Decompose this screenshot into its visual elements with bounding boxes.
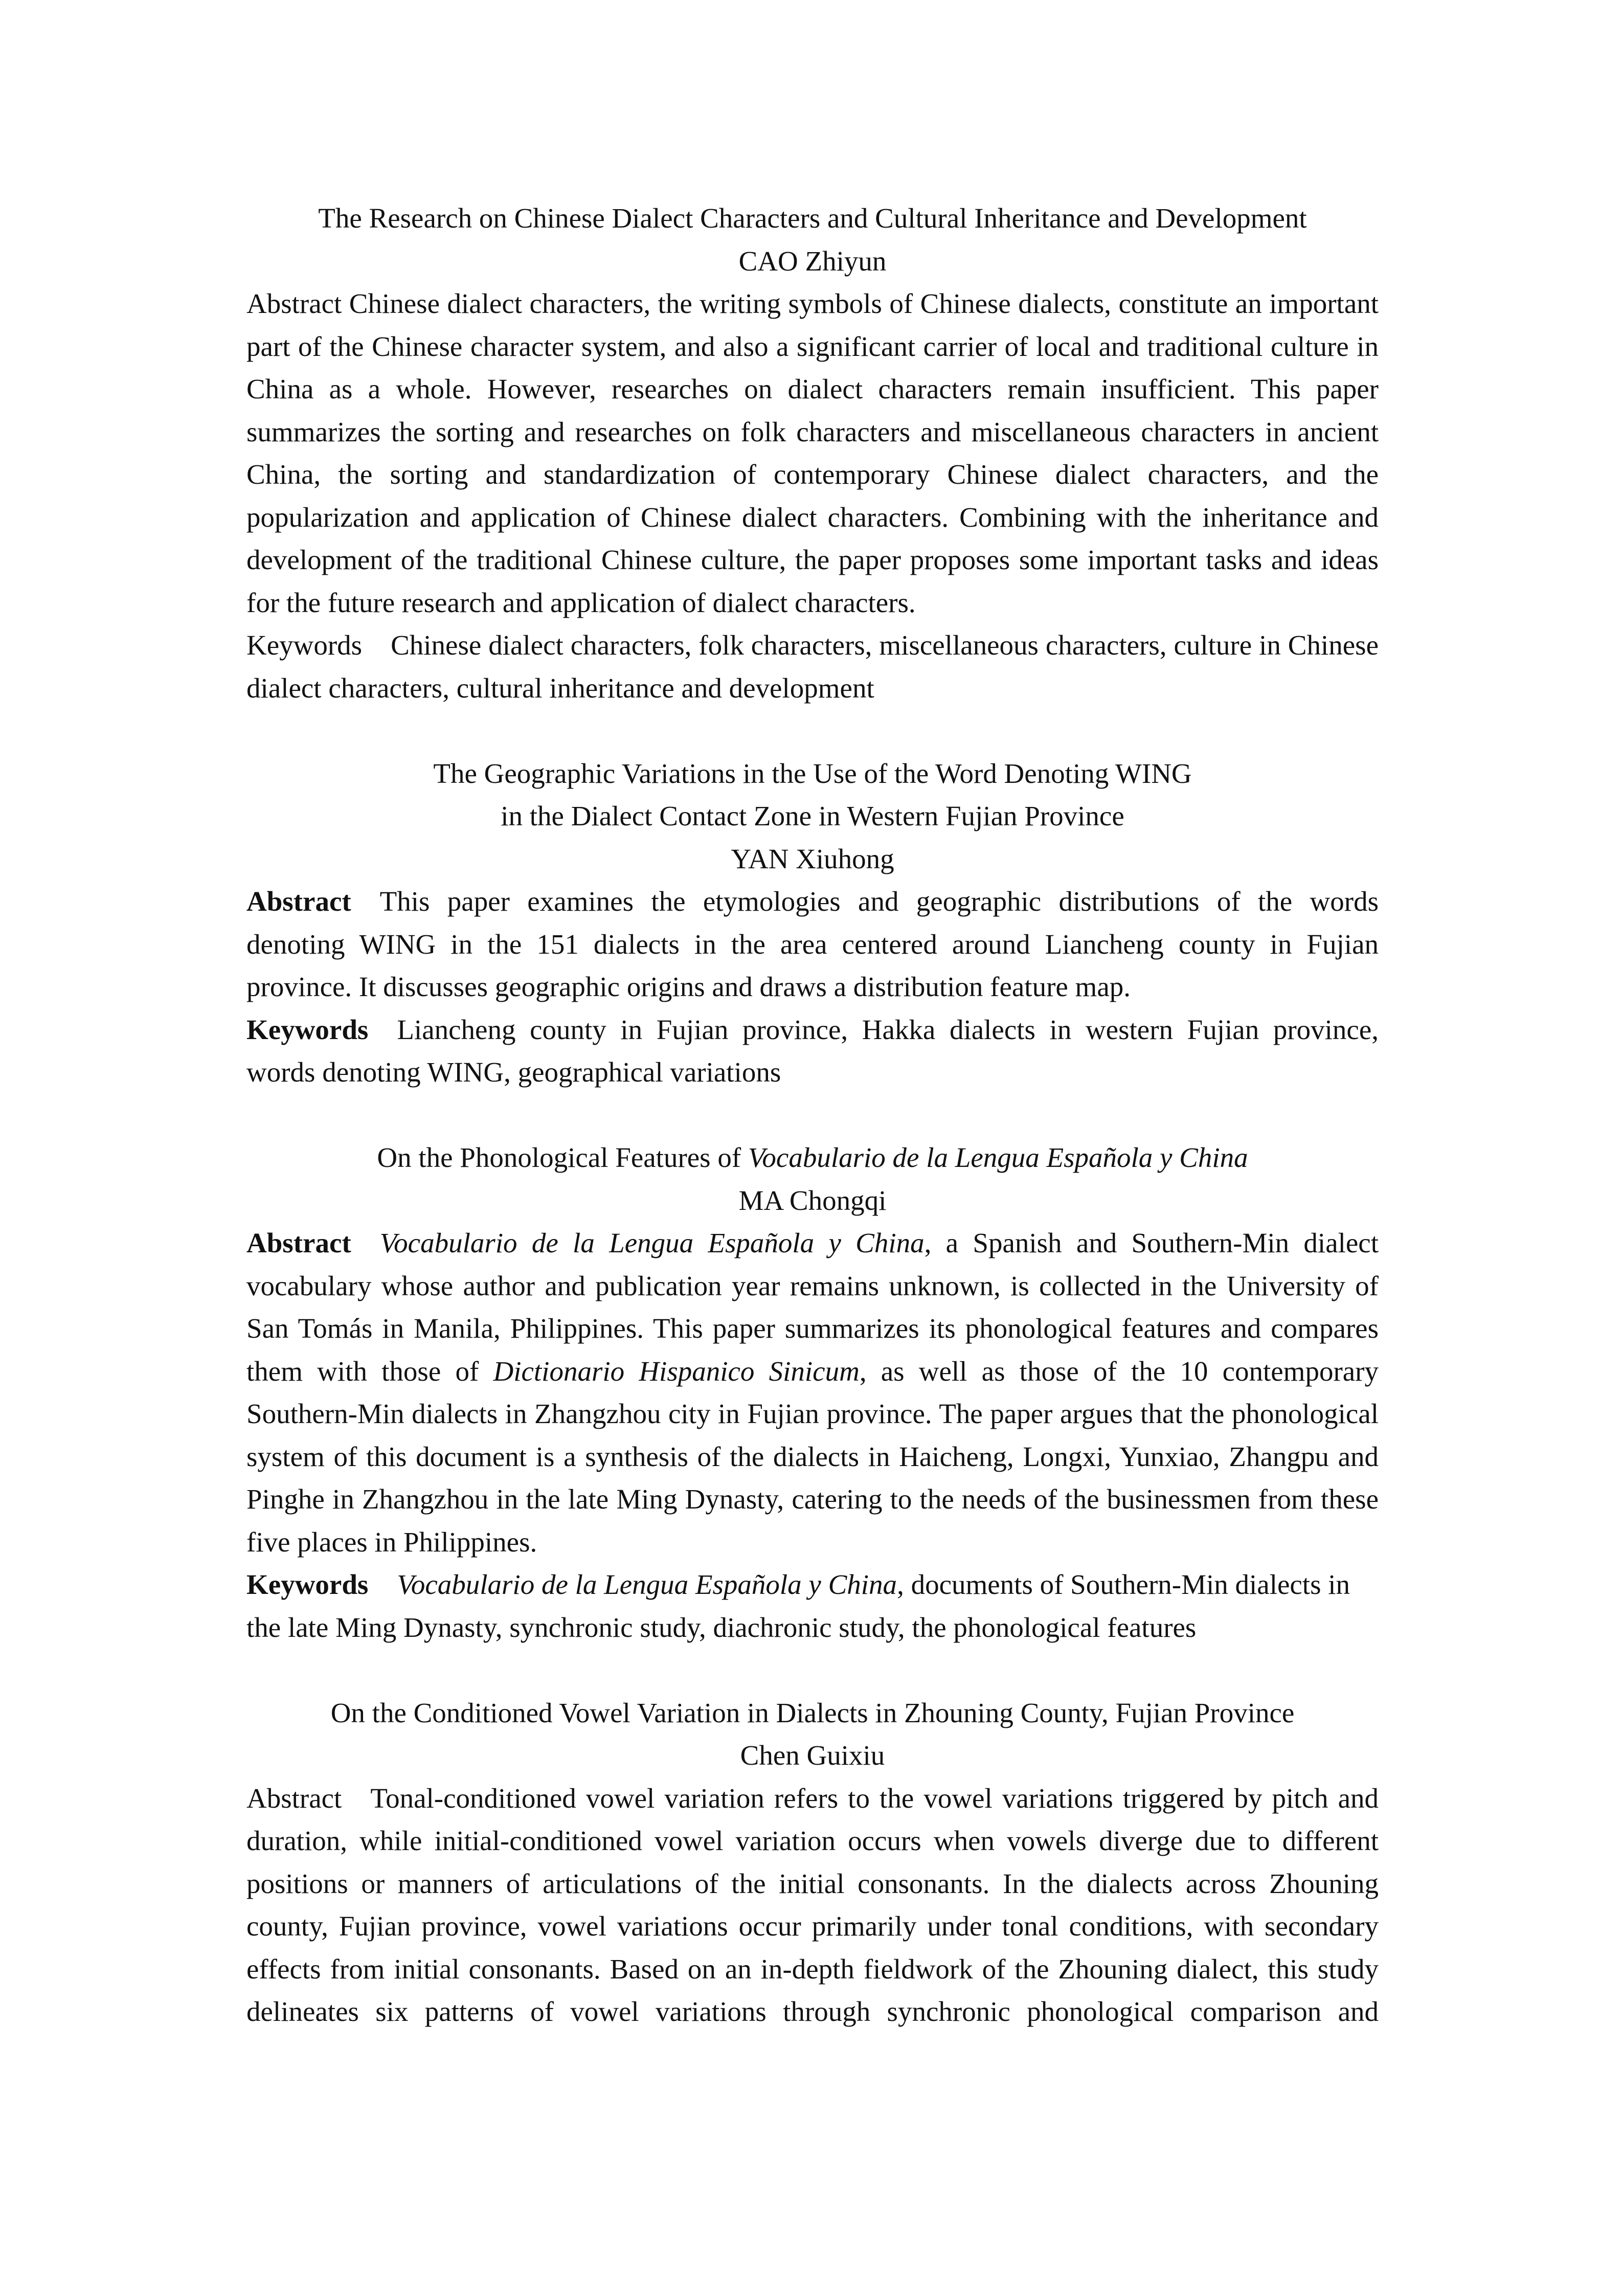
article-author: Chen Guixiu (740, 1740, 885, 1771)
abstract-label: Abstract (246, 1782, 342, 1814)
abstract-text: This paper examines the etymologies and geographic distributions of the words denoting WING in the 151 dialects in the area centered around Liancheng county in Fujian province. It discusses geographic origins and draws a distribution feature map. (246, 886, 1379, 1002)
abstract-paragraph (246, 880, 1379, 1008)
title-prefix: On the Phonological Features of (377, 1142, 748, 1173)
keywords-paragraph (246, 1008, 1379, 1094)
abstract-paragraph (246, 1777, 1379, 2033)
abstract-text: Tonal-conditioned vowel variation refers to the vowel variations triggered by pitch and duration, while initial-conditioned vowel variation occurs when vowels diverge due to different positions or manners of articulations of the initial consonants. In the dialects across Zhouning county, Fujian province, vowel variations occur primarily under tonal conditions, with secondary effects from initial consonants. Based on an in-depth fieldwork of the Zhouning dialect, this study delineates six patterns of vowel variations through synchronic phonological comparison and (246, 1782, 1379, 2027)
keywords-text: Chinese dialect characters, folk characters, miscellaneous characters, culture in Chinese dialect characters, cultural inheritance and development (246, 629, 1379, 704)
section-gap (246, 1649, 1379, 1692)
abstract-text-1: , a Spanish and Southern-Min dialect vocabulary whose author and publication year remains unknown, is collected in the University of San Tomás in Manila, Philippines. This paper summarizes its phonological features and compares them with those of (246, 1227, 1379, 1387)
abstract-text-2: , as well as those of the 10 contemporary Southern-Min dialects in Zhangzhou city in Fujian province. The paper argues that the phonological system of this document is a synthesis of the dialects in Haicheng, Longxi, Yunxiao, Zhangpu and Pinghe in Zhangzhou in the late Ming Dynasty, catering to the needs of the businessmen from these five places in Philippines. (246, 1355, 1379, 1558)
abstract-label: Abstract (246, 1227, 351, 1258)
keywords-label: Keywords (246, 629, 363, 661)
article-2 (246, 752, 1379, 1094)
article-title: The Research on Chinese Dialect Characters and Cultural Inheritance and Development (318, 202, 1307, 234)
section-gap (246, 1094, 1379, 1137)
abstract-label: Abstract (246, 288, 342, 319)
abstract-text: Chinese dialect characters, the writing symbols of Chinese dialects, constitute an important part of the Chinese character system, and also a significant carrier of local and traditional culture in China as a whole. However, researches on dialect characters remain insufficient. This paper summarizes the sorting and researches on folk characters and miscellaneous characters in ancient China, the sorting and standardization of contemporary Chinese dialect characters, and the popularization and application of Chinese dialect characters. Combining with the inheritance and development of the traditional Chinese culture, the paper proposes some important tasks and ideas for the future research and application of dialect characters. (246, 288, 1379, 618)
article-4 (246, 1692, 1379, 2033)
article-title (246, 1136, 1379, 1179)
article-title-line-1: The Geographic Variations in the Use of the Word Denoting WING (433, 757, 1192, 789)
abstract-paragraph (246, 282, 1379, 624)
keywords-paragraph (246, 1563, 1379, 1649)
article-1 (246, 197, 1379, 709)
keywords-text-2: the late Ming Dynasty, synchronic study, diachronic study, the phonological features (246, 1611, 1197, 1643)
keywords-label: Keywords (246, 1569, 369, 1600)
title-italic-work: Vocabulario de la Lengua Española y China (748, 1142, 1248, 1173)
abstract-label: Abstract (246, 886, 351, 917)
document-page (246, 197, 1379, 2033)
article-author: YAN Xiuhong (731, 843, 894, 874)
article-title-line-2: in the Dialect Contact Zone in Western Fujian Province (501, 800, 1124, 831)
section-gap (246, 709, 1379, 752)
keywords-italic-work: Vocabulario de la Lengua Española y China (397, 1569, 897, 1600)
keywords-text-1: , documents of Southern-Min dialects in (897, 1569, 1350, 1600)
article-author: CAO Zhiyun (738, 245, 887, 277)
keywords-text: Liancheng county in Fujian province, Hakka dialects in western Fujian province, words denoting WING, geographical variations (246, 1014, 1379, 1088)
article-3 (246, 1136, 1379, 1649)
keywords-paragraph (246, 624, 1379, 709)
abstract-italic-work-2: Dictionario Hispanico Sinicum (493, 1355, 860, 1387)
article-title: On the Conditioned Vowel Variation in Dialects in Zhouning County, Fujian Province (330, 1697, 1295, 1728)
abstract-paragraph (246, 1222, 1379, 1563)
keywords-label: Keywords (246, 1014, 369, 1045)
article-author: MA Chongqi (738, 1184, 887, 1216)
abstract-italic-work: Vocabulario de la Lengua Española y China (379, 1227, 925, 1258)
